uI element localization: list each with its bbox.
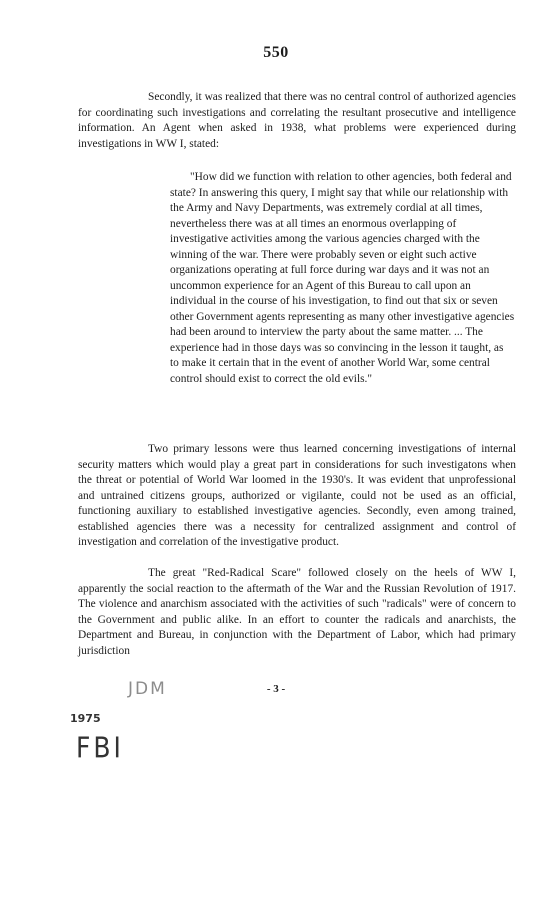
- paragraph-text: Secondly, it was realized that there was no central control of authorized agencies for coordinating such investigations and correlating the resultant prosecutive and intelligence information. An Agent when asked in 1938, what problems were experienced during investigations in WW I, stated:: [78, 91, 516, 150]
- quote-text: "How did we function with relation to other agencies, both federal and state? In answering this query, I might say that while our relationship with the Army and Navy Departments, was extremely cordial at all times, nevertheless there was at all times an enormous overlapping of investigative activities among the various agencies charged with the winning of the war. There were probably seven or eight such active organizations operating at full force during war days and it was not an uncommon experience for an Agent of this Bureau to call upon an individual in the course of his investigation, to find out that six or seven other Government agents representing as many other investigative agencies had been around to interview the party about the same matter. ... The experience had in those days was so convincing in the lesson it taught, as to make it certain that in the event of another World War, some central control should exist to correct the old evils.": [170, 171, 515, 385]
- initials-stamp: JDM: [128, 679, 167, 699]
- fbi-stamp: FBI: [76, 730, 124, 765]
- footer-page-marker: - 3 -: [266, 683, 286, 695]
- date-stamp: 1975: [70, 712, 101, 725]
- page-number: 550: [263, 44, 289, 61]
- paragraph-two-lessons: [78, 442, 516, 551]
- paragraph-central-control: [78, 90, 516, 152]
- paragraph-text: Two primary lessons were thus learned concerning investigations of internal security matters which would play a great part in considerations for such investigatons when the threat or potential of World War loomed in the 1930's. It was evident that unprofessional and untrained citizens groups, authorized or vigilante, could not be used as an official, functioning auxiliary to established investigative agencies. Secondly, even among trained, established agencies there was a necessity for centralized assignment and control of investigation and correlation of the investigative product.: [78, 443, 516, 548]
- paragraph-text: The great "Red-Radical Scare" followed closely on the heels of WW I, apparently the social reaction to the aftermath of the War and the Russian Revolution of 1917. The violence and anarchism associated with the activities of such "radicals" were of concern to the Government and public alike. In an effort to counter the radicals and anarchists, the Department and Bureau, in conjunction with the Department of Labor, which had primary jurisdiction: [78, 567, 516, 657]
- agent-quote-block: [170, 170, 515, 387]
- paragraph-red-scare: [78, 566, 516, 659]
